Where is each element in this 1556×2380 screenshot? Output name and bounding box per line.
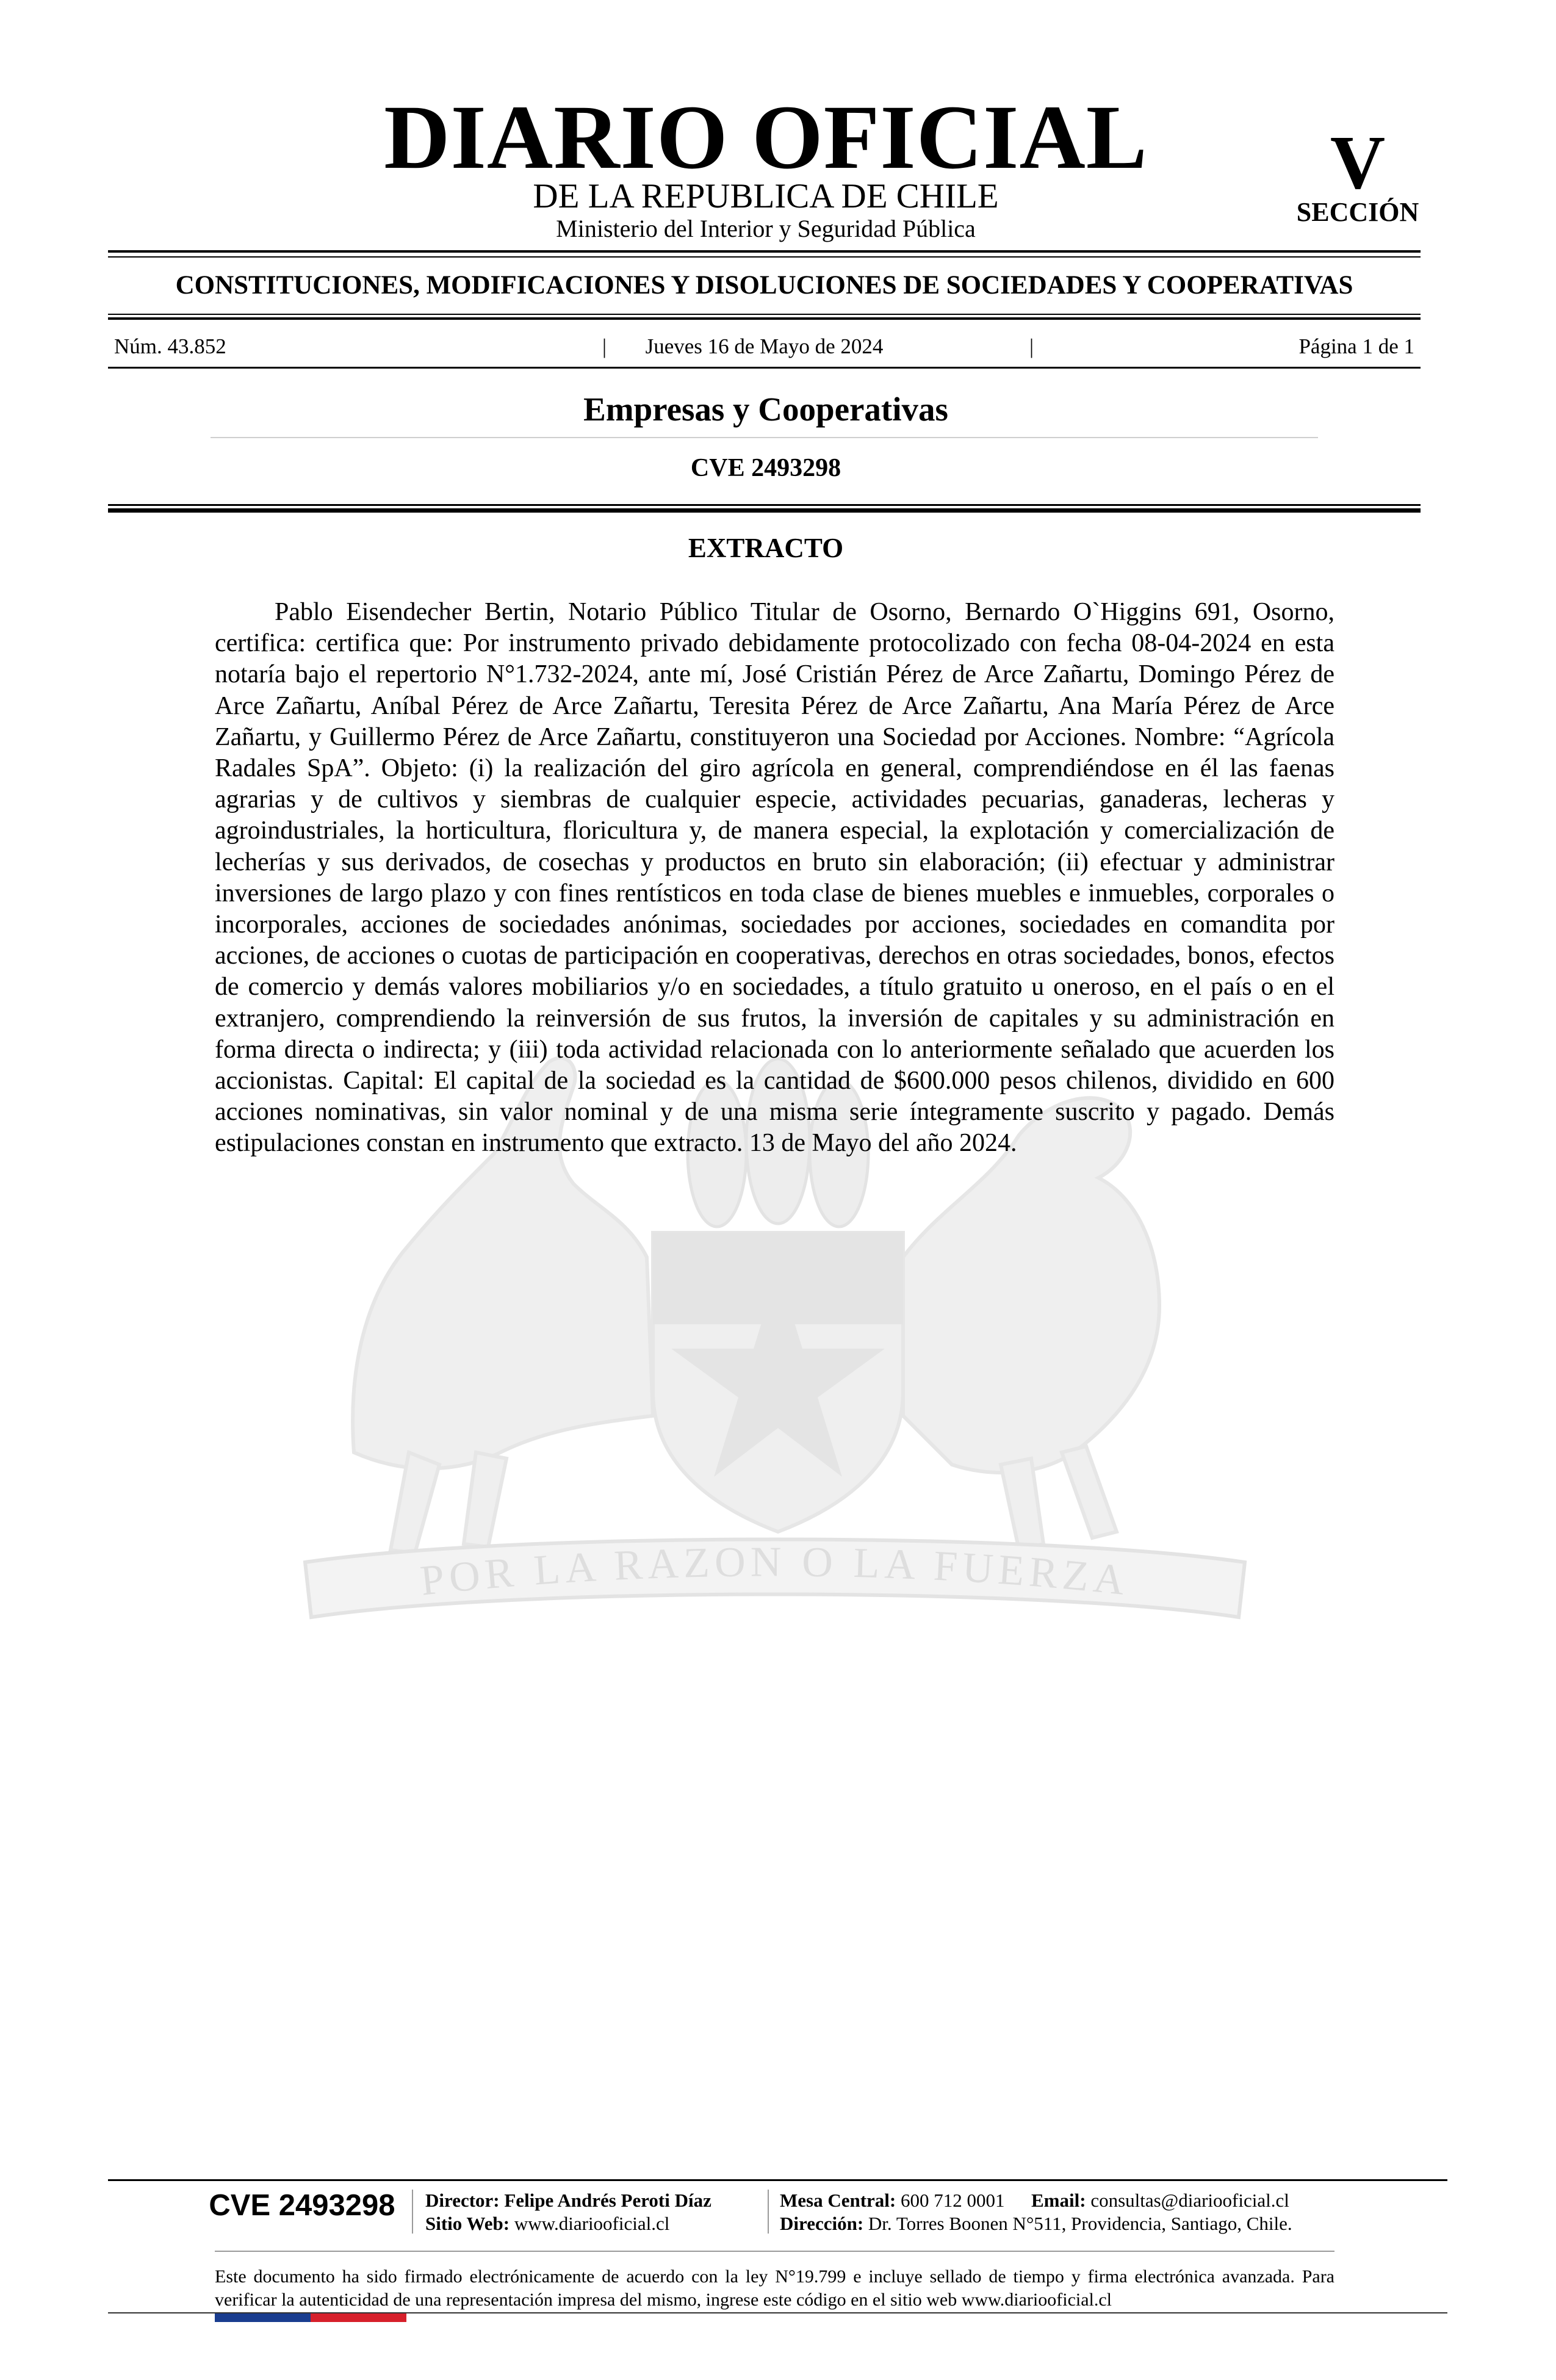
issue-number: Núm. 43.852: [114, 334, 226, 358]
section-letter: V: [1330, 121, 1386, 205]
masthead-rule: [108, 250, 1421, 253]
footer-cve-code: CVE 2493298: [209, 2189, 395, 2222]
extract-body: Pablo Eisendecher Bertin, Notario Público Titular de Osorno, Bernardo O`Higgins 691, Osorno, certifica: certifica que: Por instrumento privado debidamente protocolizado con fecha 08-04-2024 en esta notaría bajo el repertorio N°1.732-2024, ante mí, José Cristián Pérez de Arce Zañartu, Domingo Pérez de Arce Zañartu, Aníbal Pérez de Arce Zañartu, Teresita Pérez de Arce Zañartu, Ana María Pérez de Arce Zañartu, y Guillermo Pérez de Arce Zañartu, constituyeron una Sociedad por Acciones. Nombre: “Agrícola Radales SpA”. Objeto: (i) la realización del giro agrícola en general, comprendiéndose en él las faenas agrarias y de cultivos y siembras de cualquier especie, actividades pecuarias, ganaderas, lecheras y agroindustriales, la horticultura, floricultura y, de manera especial, la explotación y comercialización de lecherías y sus derivados, de cosechas y productos en bruto sin elaboración; (ii) efectuar y administrar inversiones de largo plazo y con fines rentísticos en toda clase de bienes muebles e inmuebles, corporales o incorporales, acciones de sociedades anónimas, sociedades por acciones, sociedades en comandita por acciones, de acciones o cuotas de participación en cooperativas, derechos en otras sociedades, bonos, efectos de comercio y demás valores mobiliarios y/o en sociedades, a título gratuito u oneroso, en el país o en el extranjero, comprendiendo la reinversión de sus frutos, la inversión de capitales y su administración en forma directa o indirecta; y (iii) toda actividad relacionada con lo anteriormente señalado que acuerden los accionistas. Capital: El capital de la sociedad es la cantidad de $600.000 pesos chilenos, dividido en 600 acciones nominativas, sin valor nominal y de una misma serie íntegramente suscrito y pagado. Demás estipulaciones constan en instrumento que extracto. 13 de Mayo del año 2024.: [215, 598, 1334, 1158]
footer-rule: [108, 2179, 1447, 2181]
flag-stripe-red: [311, 2313, 406, 2322]
header-bottom-rule: [108, 504, 1421, 506]
issue-rule: [108, 367, 1421, 369]
phone-label: Mesa Central:: [780, 2190, 896, 2211]
director-label: Director:: [425, 2190, 500, 2211]
email-label: Email:: [1031, 2190, 1086, 2211]
footer-divider: [768, 2190, 769, 2234]
category-rule-thick: [108, 317, 1421, 320]
extract-title: EXTRACTO: [688, 533, 844, 563]
address-value: Dr. Torres Boonen N°511, Providencia, Santiago, Chile.: [868, 2213, 1292, 2234]
watermark-motto: POR LA RAZON O LA FUERZA: [418, 1538, 1132, 1605]
section-label: SECCIÓN: [1296, 197, 1419, 227]
newspaper-subtitle: DE LA REPUBLICA DE CHILE: [533, 177, 999, 215]
page-count: Página 1 de 1: [1298, 334, 1414, 358]
website-label: Sitio Web:: [425, 2213, 510, 2234]
website-link[interactable]: www.diariooficial.cl: [514, 2213, 670, 2234]
email-link[interactable]: consultas@diariooficial.cl: [1090, 2190, 1289, 2211]
signature-notice: Este documento ha sido firmado electrónicamente de acuerdo con la ley N°19.799 e incluye sellado de tiempo y firma electrónica avanzada. Para verificar la autenticidad de una representación impresa del mismo, ingrese este código en el sitio web www.diariooficial.cl: [215, 2266, 1334, 2310]
issue-date: Jueves 16 de Mayo de 2024: [645, 334, 884, 358]
newspaper-title: DIARIO OFICIAL: [384, 87, 1148, 188]
header-bottom-rule-thick: [108, 508, 1421, 513]
cve-code: CVE 2493298: [690, 454, 841, 482]
section-divider: [211, 437, 1318, 438]
masthead-rule-thin: [108, 256, 1421, 258]
footer-address: [780, 2212, 1292, 2235]
issue-bar: [108, 334, 1421, 359]
ministry-line: Ministerio del Interior y Seguridad Pública: [556, 215, 976, 242]
issue-separator: |: [1029, 334, 1034, 358]
footer-contact: [780, 2189, 1289, 2212]
footer-website: [425, 2212, 669, 2235]
footer-hline: [215, 2251, 1334, 2252]
category-rule: [108, 314, 1421, 315]
section-title: Empresas y Cooperativas: [583, 391, 948, 428]
phone-number: 600 712 0001: [901, 2190, 1005, 2211]
director-name: Felipe Andrés Peroti Díaz: [504, 2190, 711, 2211]
footer-director: [425, 2189, 711, 2212]
footer-divider: [412, 2190, 413, 2234]
flag-stripe-blue: [215, 2313, 311, 2322]
issue-separator: |: [602, 334, 607, 358]
address-label: Dirección:: [780, 2213, 864, 2234]
category-title: CONSTITUCIONES, MODIFICACIONES Y DISOLUCIONES DE SOCIEDADES Y COOPERATIVAS: [175, 271, 1353, 300]
